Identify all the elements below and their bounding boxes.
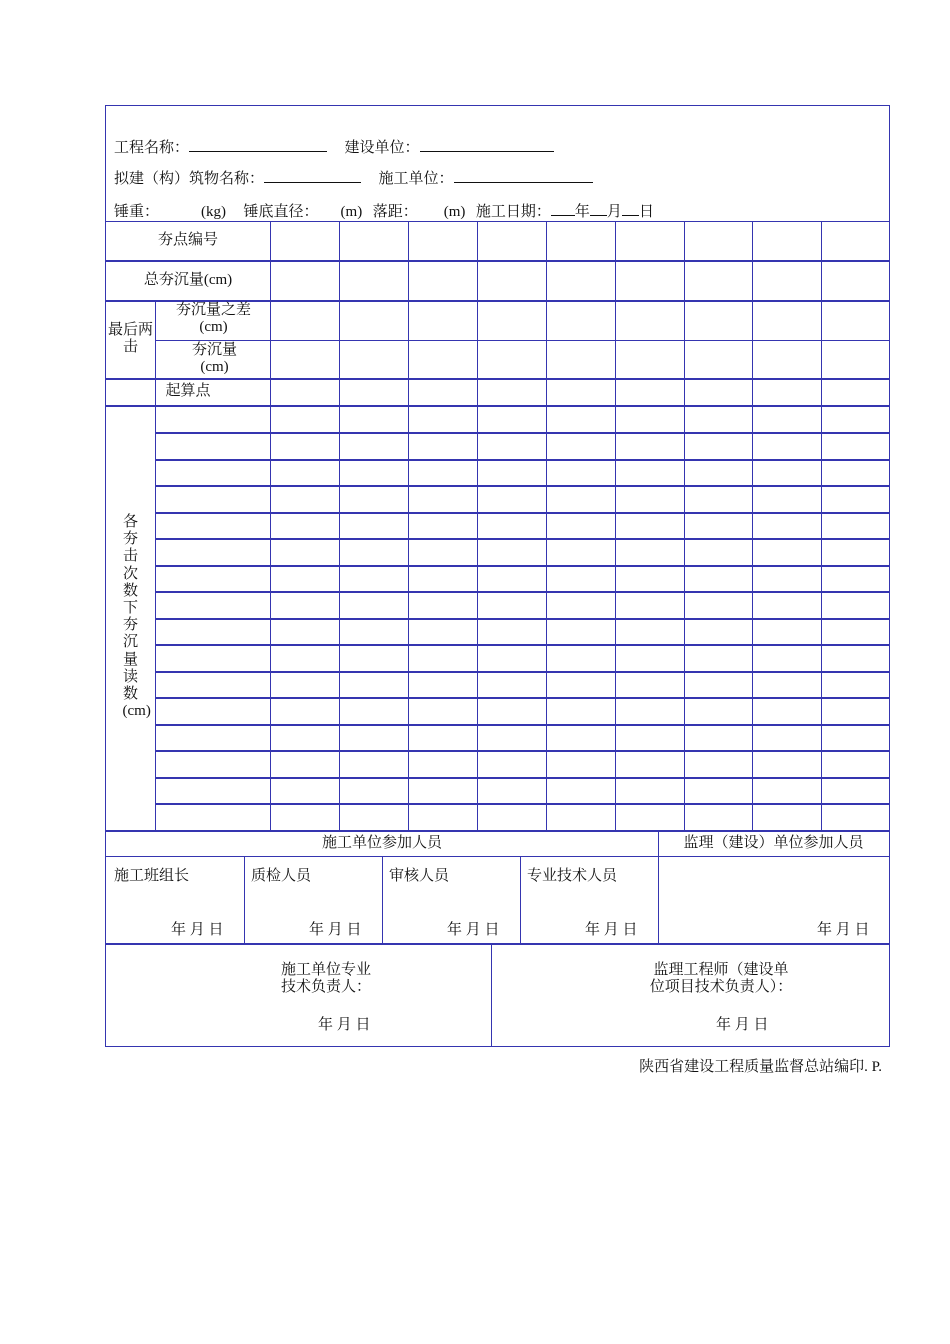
settlement-diff-label: 夯沉量之差(cm) [175,302,251,335]
month-label: 月 [606,204,622,220]
col-line [546,221,547,830]
sig-col-line [520,856,521,943]
settlement-label: 夯沉量(cm) [191,342,237,375]
reading-row-line [155,697,889,699]
hammer-weight-label: 锤重： [114,204,160,220]
reading-row-line [155,644,889,646]
construction-participants-label: 施工单位参加人员 [321,835,442,851]
reading-row-line [155,803,889,805]
header-line-1 [114,136,554,157]
per-blow-reading-label [106,514,155,720]
tamping-record-form [105,105,890,1047]
hammer-diameter-label: 锤底直径： [243,204,319,220]
reading-row-line [155,750,889,752]
form-header [106,106,889,221]
construction-unit-label: 施工单位： [378,171,454,187]
total-settlement-label: 总夯沉量(cm) [143,272,233,288]
col-line [684,221,685,830]
drop-distance-label: 落距： [372,204,418,220]
reading-row-line [155,485,889,487]
reading-row-line [155,538,889,540]
header-line-3 [114,200,654,221]
reading-row-line [155,432,889,434]
supervision-participants-label: 监理（建设）单位参加人员 [683,835,864,851]
footer-publisher: 陕西省建设工程质量监督总站编印. P. [639,1059,882,1075]
sig-header-line [106,856,889,857]
sig-col-line [382,856,383,943]
col-line [615,221,616,830]
reading-row-line [155,591,889,593]
technician-label: 专业技术人员 [527,868,618,884]
project-name-label: 工程名称： [114,140,190,156]
structure-name-label: 拟建（构）筑物名称： [114,171,265,187]
supervisor-date: 年 月 日 [716,1017,769,1033]
per-blow-reading-text: 各夯击次数下夯沉量读数(cm) [122,514,151,720]
quality-inspector-label: 质检人员 [251,868,312,884]
project-name-field[interactable] [189,137,327,152]
tech-lead-date: 年 月 日 [318,1017,371,1033]
tech-lead-line1: 施工单位专业 [280,962,371,978]
row-line [106,378,889,380]
supervisor-line2: 位项目技术负责人）： [649,979,793,995]
year-label: 年 [574,204,590,220]
reviewer-label: 审核人员 [389,868,450,884]
reading-row-line [155,724,889,726]
col-line [752,221,753,830]
last-two-blows-label: 最后两击 [108,322,154,355]
month-field[interactable] [590,201,607,216]
supervision-date: 年 月 日 [817,922,870,938]
reading-row-line [155,459,889,461]
tech-lead-line2: 技术负责人： [280,979,371,995]
day-label: 日 [638,204,654,220]
day-field[interactable] [622,201,639,216]
technician-date: 年 月 日 [585,922,638,938]
kg-unit: (kg) [201,204,227,220]
team-leader-date: 年 月 日 [171,922,224,938]
row-line [155,340,889,341]
sig-col-line [491,943,492,1046]
team-leader-label: 施工班组长 [114,868,190,884]
col-line [821,221,822,830]
col-line [339,221,340,830]
build-unit-field[interactable] [420,137,554,152]
col-line [408,221,409,830]
reading-row-line [155,618,889,620]
structure-name-field[interactable] [264,168,361,183]
m-unit-1: (m) [340,204,363,220]
reading-row-line [155,512,889,514]
build-unit-label: 建设单位： [344,140,420,156]
reading-row-line [155,671,889,673]
tamp-point-no-label: 夯点编号 [157,232,218,248]
construction-unit-field[interactable] [454,168,593,183]
col-line [270,221,271,830]
sig-col-line [244,856,245,943]
col-line [477,221,478,830]
row-line [106,405,889,407]
reading-row-line [155,565,889,567]
quality-inspector-date: 年 月 日 [309,922,362,938]
m-unit-2: (m) [443,204,466,220]
header-line-2 [114,167,593,188]
reviewer-date: 年 月 日 [447,922,500,938]
start-point-label: 起算点 [165,383,211,399]
sig-bottom-line [106,943,889,945]
reading-row-line [155,777,889,779]
supervisor-line1: 监理工程师（建设单 [653,962,789,978]
year-field[interactable] [551,201,575,216]
construction-date-label: 施工日期： [475,204,551,220]
